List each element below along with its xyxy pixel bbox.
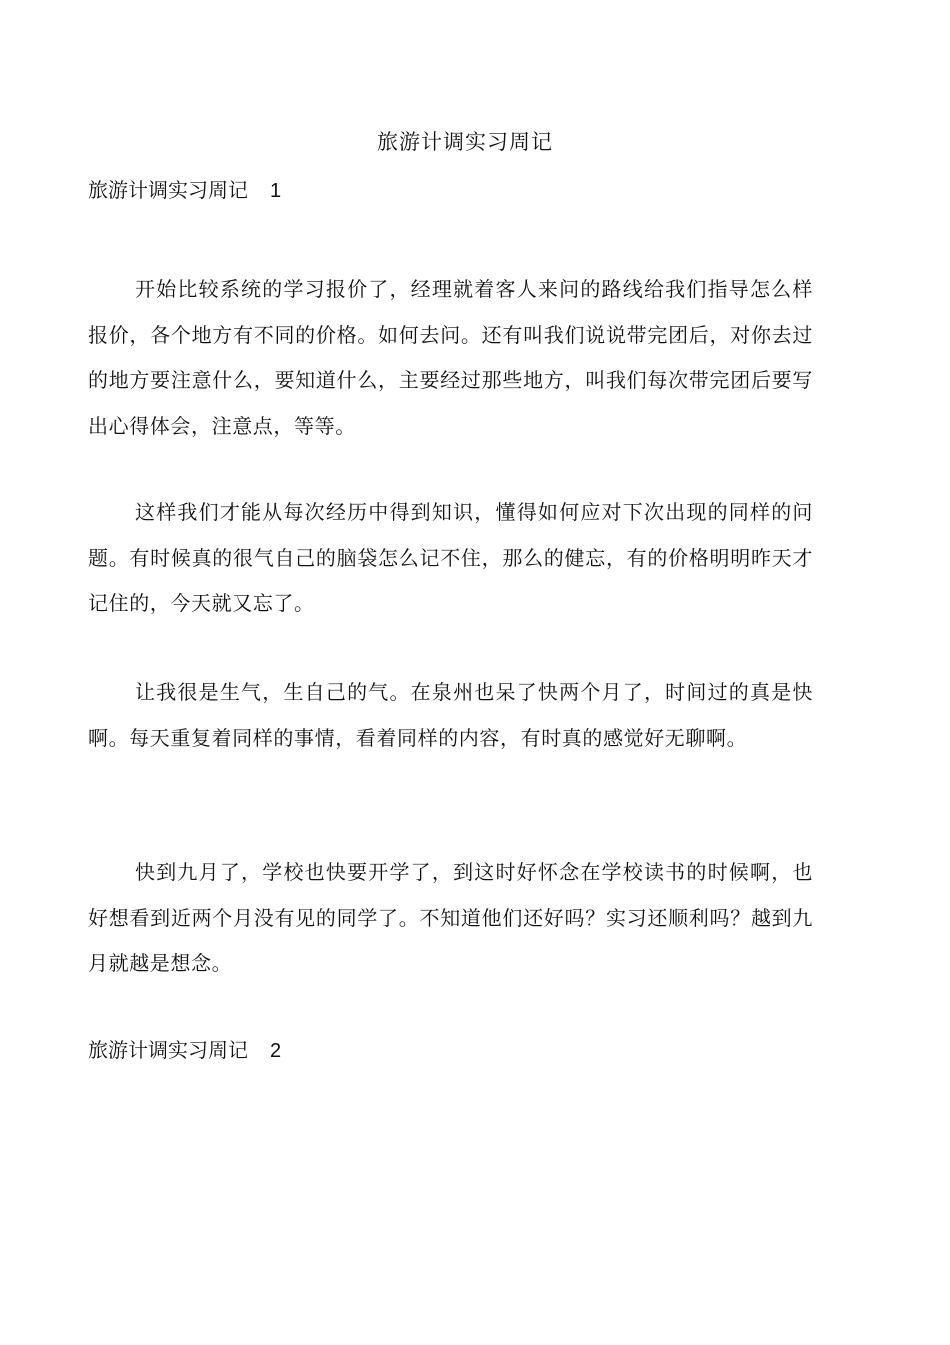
section-heading-number: 2 (270, 1040, 282, 1062)
section-heading-text: 旅游计调实习周记 (88, 178, 248, 202)
paragraph-3: 让我很是生气，生自己的气。在泉州也呆了快两个月了，时间过的真是快啊。每天重复着同样的事情，看着同样的内容，有时真的感觉好无聊啊。 (88, 680, 813, 750)
document-title: 旅游计调实习周记 (377, 130, 553, 154)
paragraph-2: 这样我们才能从每次经历中得到知识，懂得如何应对下次出现的同样的问题。有时候真的很气自己的脑袋怎么记不住，那么的健忘，有的价格明明昨天才记住的，今天就又忘了。 (88, 500, 813, 615)
paragraph-1: 开始比较系统的学习报价了，经理就着客人来问的路线给我们指导怎么样报价，各个地方有不同的价格。如何去问。还有叫我们说说带完团后，对你去过的地方要注意什么，要知道什么，主要经过那些地方，叫我们每次带完团后要写出心得体会，注意点，等等。 (88, 277, 813, 438)
section-heading-text: 旅游计调实习周记 (88, 1038, 248, 1062)
section-heading-2 (88, 1035, 281, 1066)
paragraph-4: 快到九月了，学校也快要开学了，到这时好怀念在学校读书的时候啊，也好想看到近两个月没有见的同学了。不知道他们还好吗？实习还顺利吗？越到九月就越是想念。 (88, 860, 813, 975)
section-heading-number: 1 (270, 180, 282, 202)
section-heading-1 (88, 175, 281, 206)
